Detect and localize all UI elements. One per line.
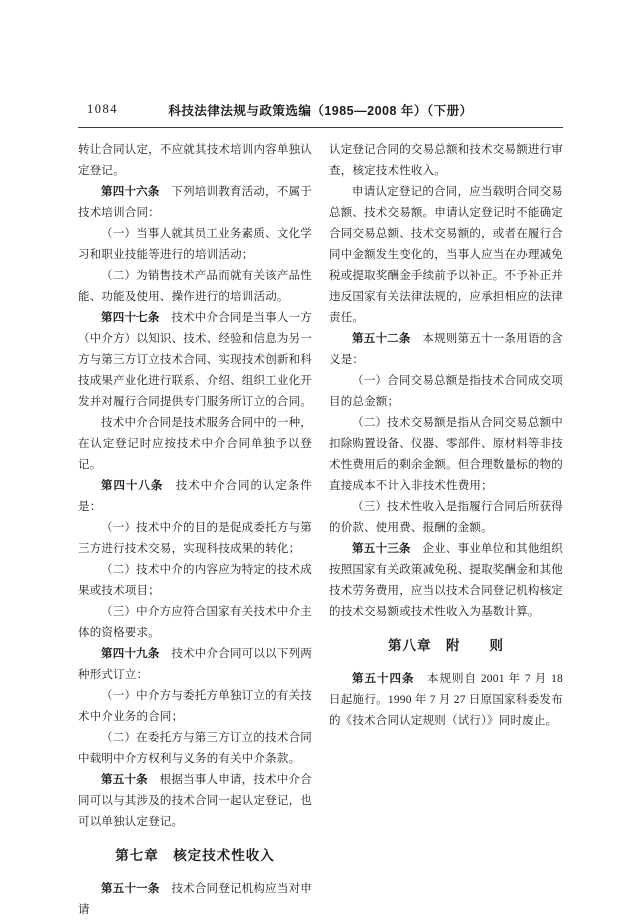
paragraph: 第四十七条 技术中介合同是当事人一方（中介方）以知识、技术、经验和信息为另一方与第三方订立技术合同、实现技术创新和科技成果产业化进行联系、介绍、组织工业化开发并对履行合同提供专门服务所订立的合同。 — [78, 312, 312, 408]
paragraph: （二）技术交易额是指从合同交易总额中扣除购置设备、仪器、零部件、原材料等非技术性费用后的剩余金额。但合理数量标的物的直接成本不计入非技术性费用； — [329, 417, 563, 492]
article-number: 第四十七条 — [101, 312, 160, 324]
paragraph: 第四十八条 技术中介合同的认定条件是： — [78, 480, 312, 513]
article-number: 第五十条 — [101, 774, 148, 786]
header-divider — [78, 127, 563, 128]
article-number: 第五十四条 — [352, 673, 415, 685]
right-column — [329, 140, 563, 921]
header-title: 科技法律法规与政策选编（1985—2008 年）（下册） — [168, 104, 473, 118]
paragraph: 第四十九条 技术中介合同可以以下列两种形式订立： — [78, 648, 312, 681]
paragraph: 第五十一条 技术合同登记机构应当对申请 — [78, 883, 312, 916]
article-number: 第四十六条 — [101, 186, 160, 198]
paragraph: （二）技术中介的内容应为特定的技术成果或技术项目； — [78, 564, 312, 597]
article-number: 第五十一条 — [101, 883, 160, 895]
article-number: 第四十九条 — [101, 648, 160, 660]
paragraph: （一）中介方与委托方单独订立的有关技术中介业务的合同； — [78, 690, 312, 723]
paragraph: （二）在委托方与第三方订立的技术合同中载明中介方权利与义务的有关中介条款。 — [78, 732, 312, 765]
paragraph: 申请认定登记的合同，应当载明合同交易总额、技术交易额。申请认定登记时不能确定合同交易总额、技术交易额的，或者在履行合同中金额发生变化的，当事人应当在办理减免税或提取奖酬金手续前予以补正。不予补正并违反国家有关法律法规的，应承担相应的法律责任。 — [329, 186, 563, 324]
paragraph: （三）中介方应符合国家有关技术中介主体的资格要求。 — [78, 606, 312, 639]
page-header — [78, 101, 563, 127]
paragraph: （三）技术性收入是指履行合同后所获得的价款、使用费、报酬的金额。 — [329, 501, 563, 534]
paragraph: （一）当事人就其员工业务素质、文化学习和职业技能等进行的培训活动； — [78, 228, 312, 261]
page-number: 1084 — [87, 102, 118, 116]
paragraph: 技术中介合同是技术服务合同中的一种，在认定登记时应按技术中介合同单独予以登记。 — [78, 417, 312, 471]
paragraph: 第五十四条 本规则自 2001 年 7 月 18 日起施行。1990 年 7 月 27 日原国家科委发布的《技术合同认定规则（试行）》同时废止。 — [329, 673, 563, 727]
paragraph: 转让合同认定，不应就其技术培训内容单独认定登记。 — [78, 144, 312, 177]
article-number: 第五十二条 — [352, 333, 411, 345]
paragraph: 第五十条 根据当事人申请，技术中介合同可以与其涉及的技术合同一起认定登记，也可以单独认定登记。 — [78, 774, 312, 828]
paragraph: 第四十六条 下列培训教育活动，不属于技术培训合同： — [78, 186, 312, 219]
paragraph: 认定登记合同的交易总额和技术交易额进行审查，核定技术性收入。 — [329, 144, 563, 177]
paragraph: 第五十三条 企业、事业单位和其他组织按照国家有关政策减免税、提取奖酬金和其他技术劳务费用，应当以技术合同登记机构核定的技术交易额或技术性收入为基数计算。 — [329, 543, 563, 618]
paragraph: （一）合同交易总额是指技术合同成交项目的总金额； — [329, 375, 563, 408]
chapter-heading: 第七章 核定技术性收入 — [115, 848, 275, 863]
article-number: 第四十八条 — [101, 480, 164, 492]
left-column — [78, 140, 312, 921]
paragraph: （二）为销售技术产品而就有关该产品性能、功能及使用、操作进行的培训活动。 — [78, 270, 312, 303]
chapter-heading: 第八章 附 则 — [388, 638, 504, 653]
text-columns — [78, 140, 563, 921]
paragraph: 第五十二条 本规则第五十一条用语的含义是： — [329, 333, 563, 366]
article-number: 第五十三条 — [352, 543, 411, 555]
paragraph: （一）技术中介的目的是促成委托方与第三方进行技术交易，实现科技成果的转化； — [78, 522, 312, 555]
